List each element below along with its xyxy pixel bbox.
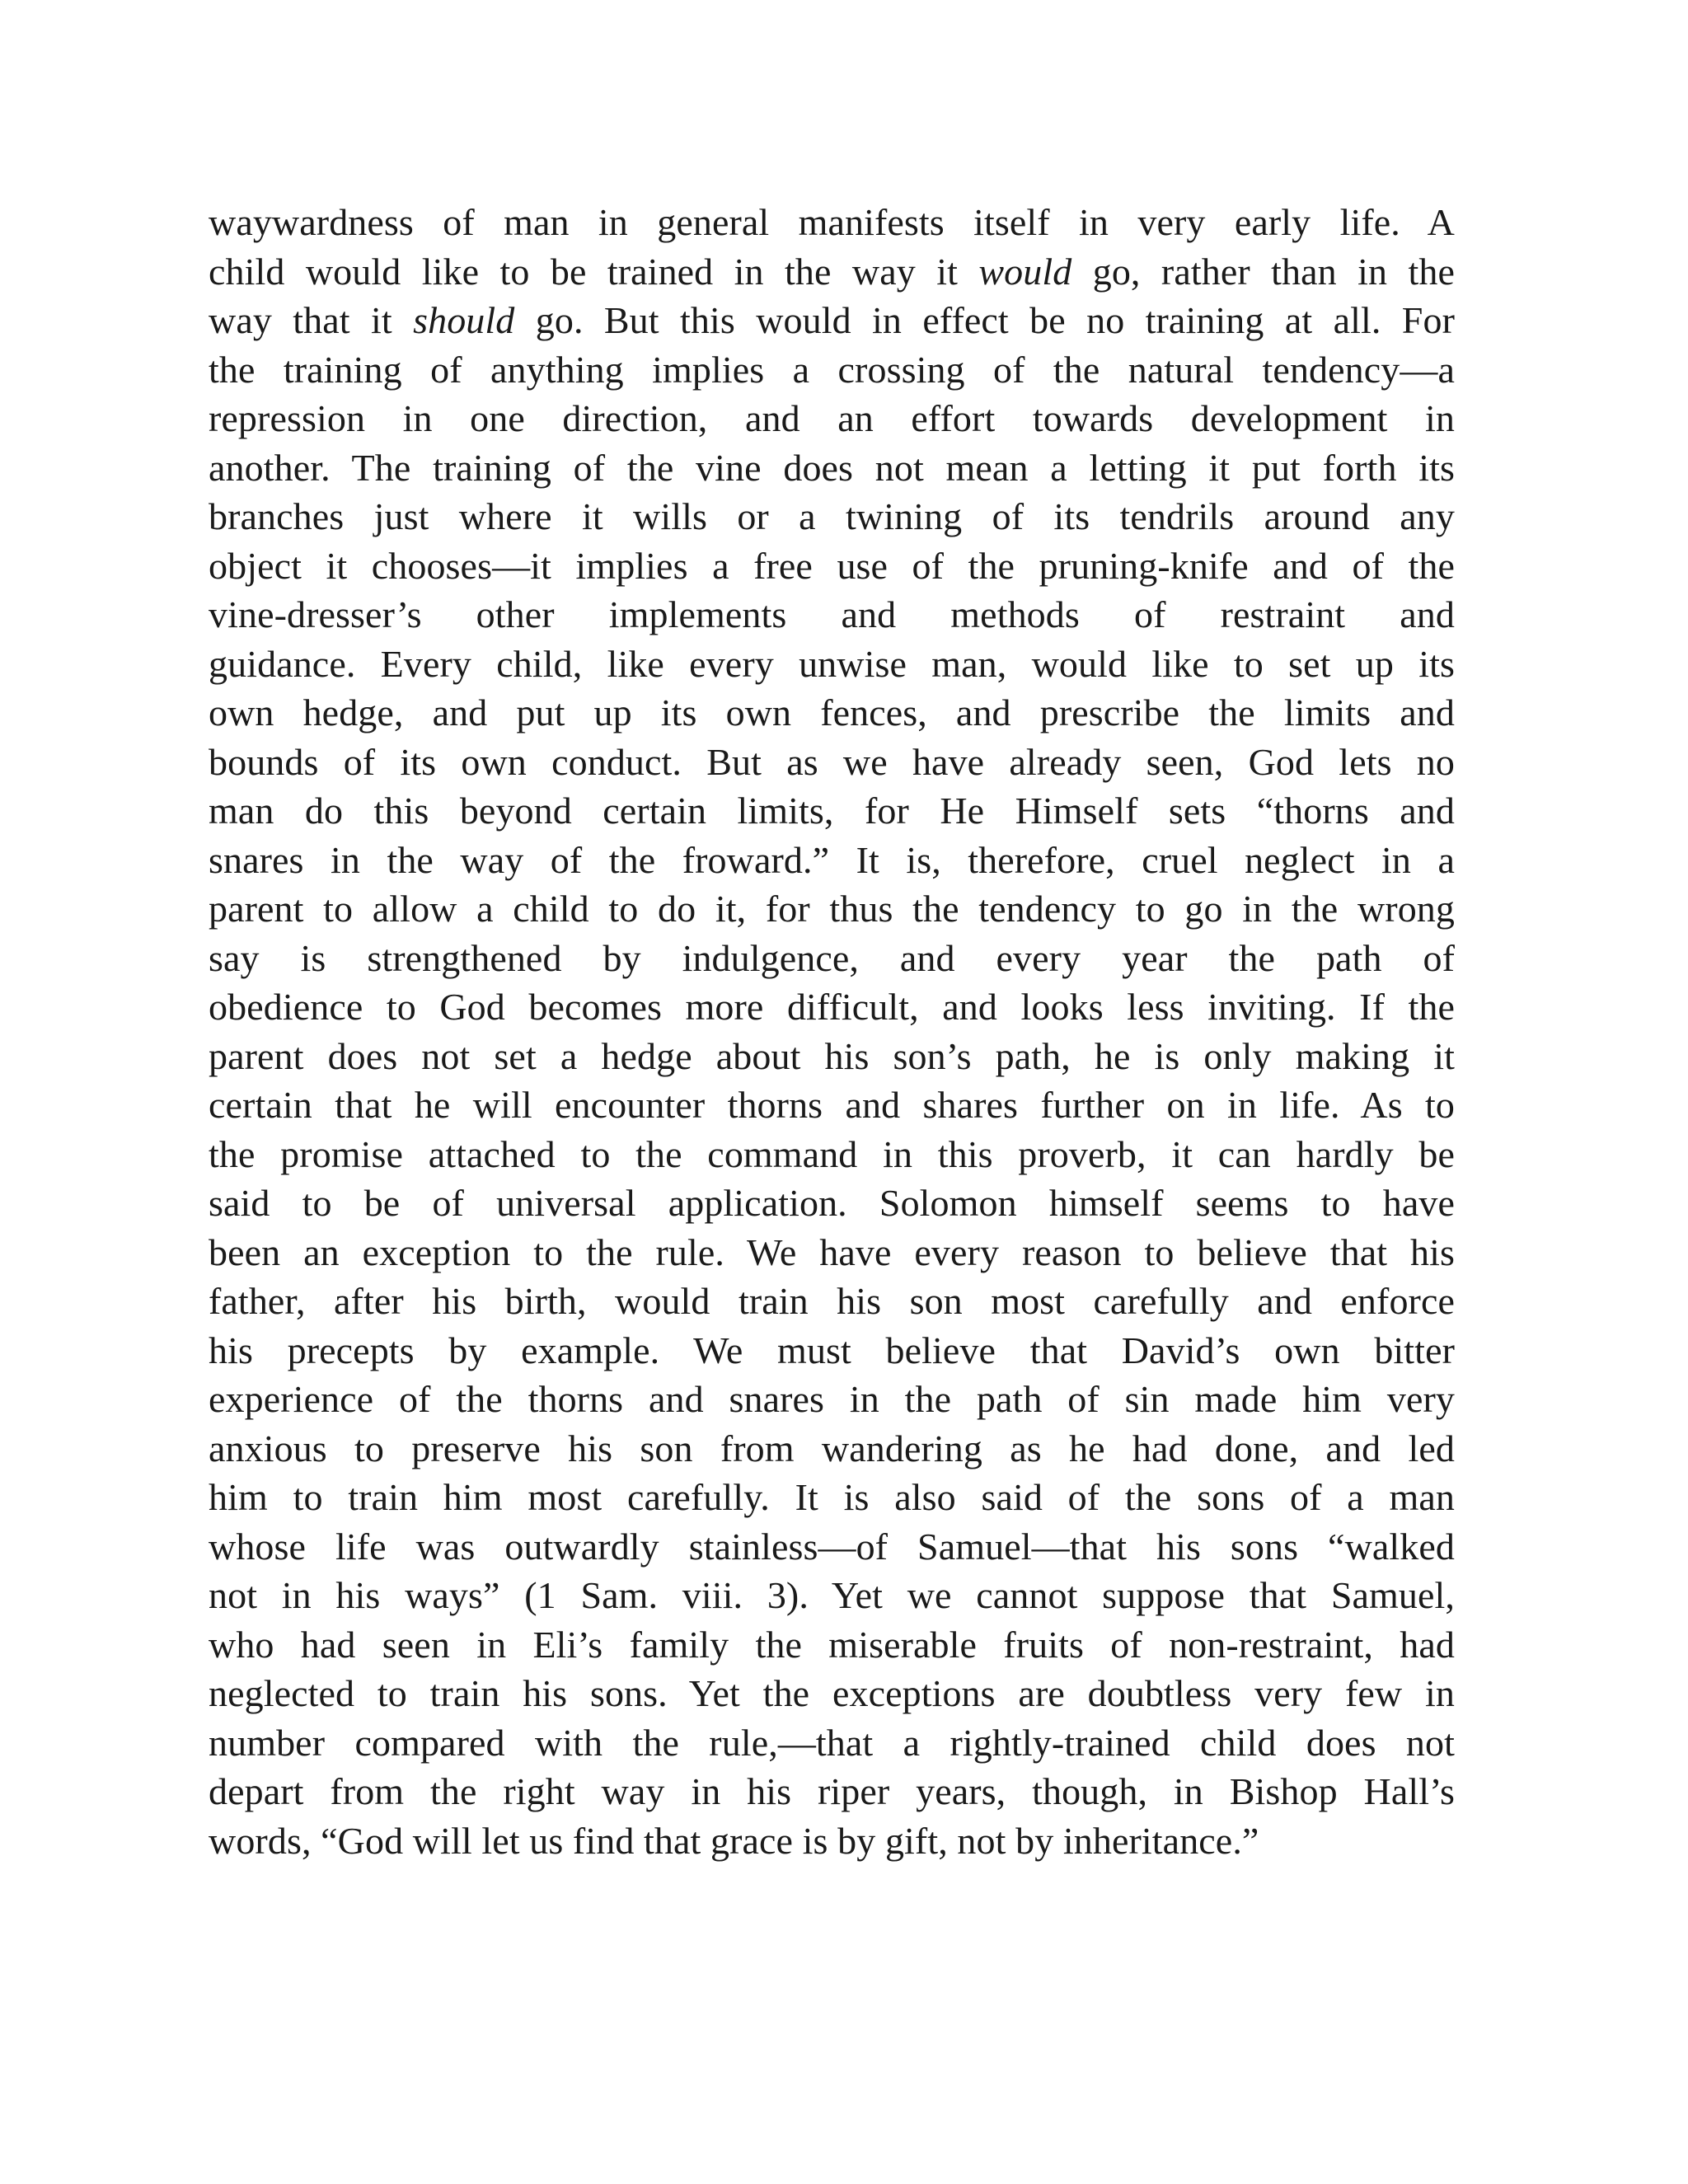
text-line: vine-dresser’s other implements and methods of restraint and — [209, 593, 1455, 635]
text-line: say is strengthened by indulgence, and every year the path of — [209, 936, 1455, 979]
text-line: guidance. Every child, like every unwise man, would like to set up its — [209, 642, 1455, 685]
text-line: anxious to preserve his son from wandering as he had done, and led — [209, 1427, 1455, 1469]
text-line: who had seen in Eli’s family the miserable fruits of non-restraint, had — [209, 1623, 1455, 1666]
text-line: father, after his birth, would train his son most carefully and enforce — [209, 1280, 1455, 1322]
text-line: whose life was outwardly stainless—of Samuel—that his sons “walked — [209, 1525, 1455, 1568]
text-line: man do this beyond certain limits, for He Himself sets “thorns and — [209, 790, 1455, 832]
text-line: own hedge, and put up its own fences, and prescribe the limits and — [209, 691, 1455, 733]
text-line: words, “God will let us find that grace is by gift, not by inheritance.” — [209, 1819, 1259, 1862]
text-line: snares in the way of the froward.” It is, therefore, cruel neglect in a — [209, 838, 1455, 881]
italic-emphasis: should — [413, 299, 515, 341]
text-line: his precepts by example. We must believe that David’s own bitter — [209, 1329, 1455, 1371]
text-line: object it chooses—it implies a free use of the pruning-knife and of the — [209, 544, 1455, 587]
text-line: repression in one direction, and an effort towards development in — [209, 397, 1455, 439]
text-line: been an exception to the rule. We have every reason to believe that his — [209, 1230, 1455, 1273]
text-line: depart from the right way in his riper years, though, in Bishop Hall’s — [209, 1770, 1455, 1812]
text-line: number compared with the rule,—that a rightly-trained child does not — [209, 1721, 1455, 1764]
body-paragraph — [209, 198, 1455, 1865]
text-line: neglected to train his sons. Yet the exceptions are doubtless very few in — [209, 1672, 1455, 1714]
text-line: him to train him most carefully. It is also said of the sons of a man — [209, 1476, 1455, 1518]
text-line: bounds of its own conduct. But as we have already seen, God lets no — [209, 740, 1455, 783]
text-line: not in his ways” (1 Sam. viii. 3). Yet we cannot suppose that Samuel, — [209, 1574, 1455, 1616]
text-line: obedience to God becomes more difficult, and looks less inviting. If the — [209, 986, 1455, 1028]
text-line: the training of anything implies a crossing of the natural tendency—a — [209, 348, 1455, 391]
text-line: child would like to be trained in the way it would go, rather than in the — [209, 250, 1455, 293]
text-line: another. The training of the vine does not mean a letting it put forth its — [209, 446, 1455, 489]
italic-emphasis: would — [978, 250, 1072, 293]
text-line: the promise attached to the command in this proverb, it can hardly be — [209, 1132, 1455, 1175]
text-line: experience of the thorns and snares in the path of sin made him very — [209, 1378, 1455, 1420]
text-line: parent does not set a hedge about his son’s path, he is only making it — [209, 1034, 1455, 1077]
text-line: way that it should go. But this would in effect be no training at all. For — [209, 299, 1456, 341]
text-line: branches just where it wills or a twining of its tendrils around any — [209, 495, 1455, 537]
text-line: said to be of universal application. Solomon himself seems to have — [209, 1182, 1455, 1224]
text-line: parent to allow a child to do it, for thus the tendency to go in the wrong — [209, 888, 1455, 930]
text-line: waywardness of man in general manifests itself in very early life. A — [209, 201, 1455, 243]
text-line: certain that he will encounter thorns and shares further on in life. As to — [209, 1084, 1455, 1126]
